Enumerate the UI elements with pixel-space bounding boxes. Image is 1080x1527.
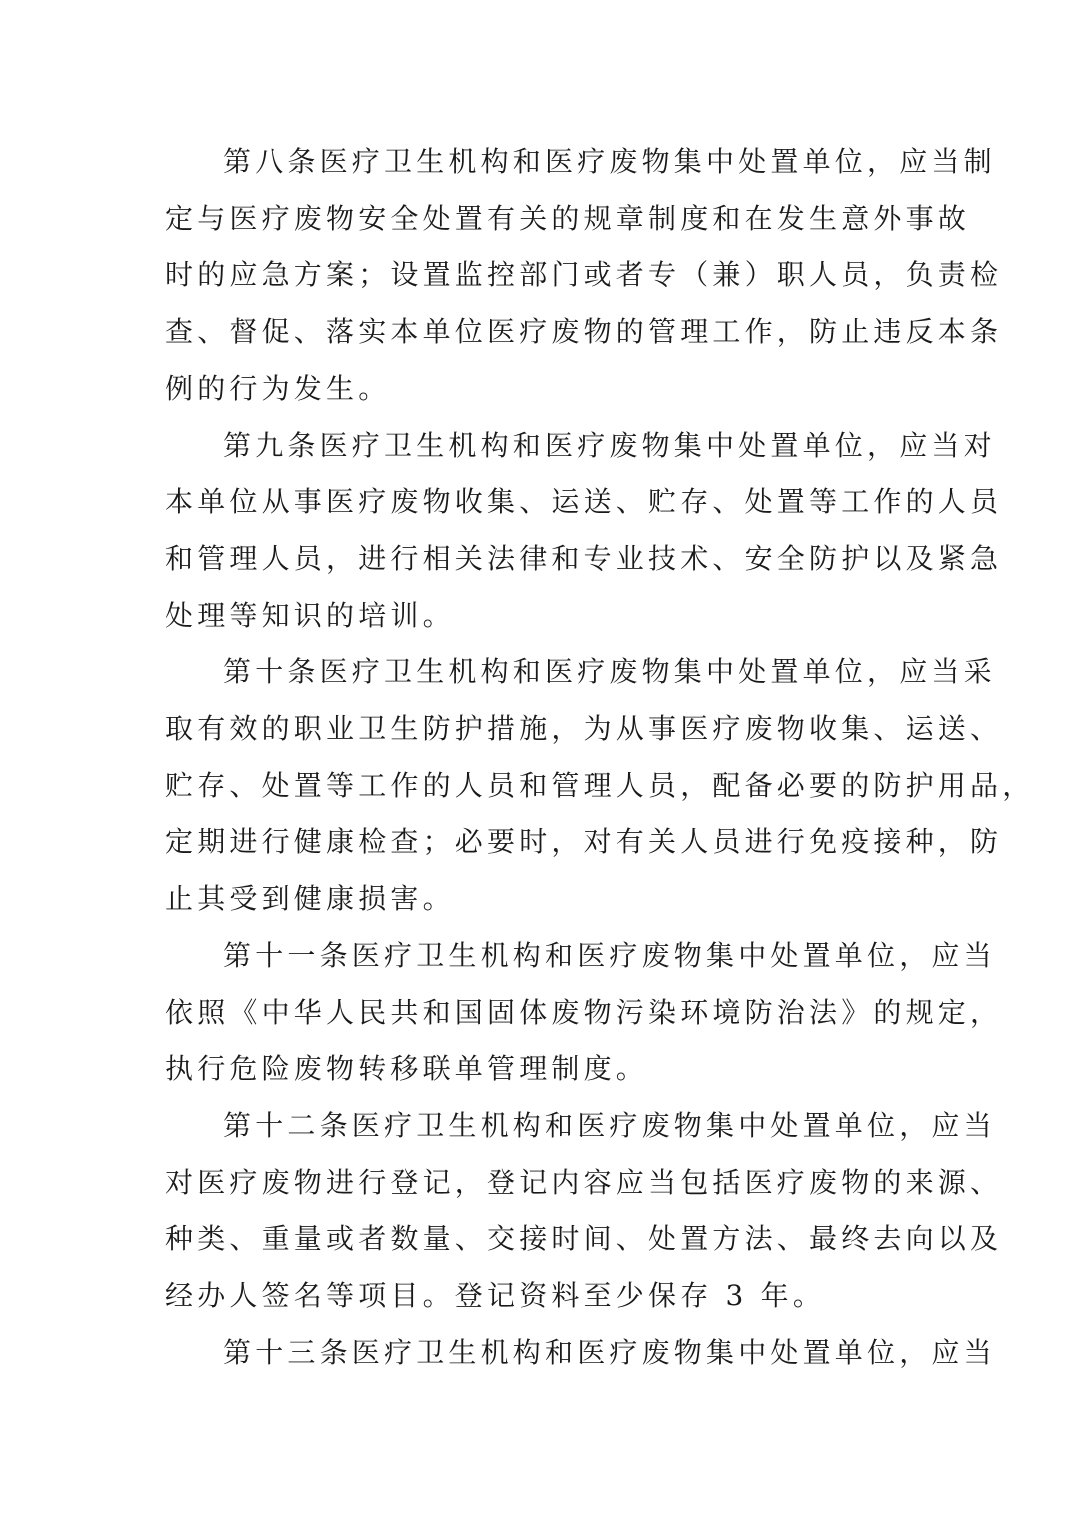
article-8-paragraph [165, 134, 1003, 418]
paragraph-line: 第十三条医疗卫生机构和医疗废物集中处置单位，应当 [223, 1335, 996, 1369]
paragraph-line: 查、督促、落实本单位医疗废物的管理工作，防止违反本条 [165, 315, 1003, 349]
paragraph-line: 处理等知识的培训。 [165, 598, 455, 632]
paragraph-line: 第十条医疗卫生机构和医疗废物集中处置单位，应当采 [223, 655, 996, 689]
paragraph-line: 经办人签名等项目。登记资料至少保存 3 年。 [165, 1279, 826, 1313]
article-13-paragraph [165, 1325, 996, 1382]
paragraph-line: 和管理人员，进行相关法律和专业技术、安全防护以及紧急 [165, 541, 1003, 575]
article-10-paragraph [165, 644, 1035, 928]
paragraph-line: 第十二条医疗卫生机构和医疗废物集中处置单位，应当 [223, 1108, 996, 1142]
paragraph-line: 例的行为发生。 [165, 371, 391, 405]
paragraph-line: 第八条医疗卫生机构和医疗废物集中处置单位，应当制 [223, 145, 996, 178]
paragraph-line: 对医疗废物进行登记，登记内容应当包括医疗废物的来源、 [165, 1165, 1003, 1199]
paragraph-line: 执行危险废物转移联单管理制度。 [165, 1052, 649, 1086]
paragraph-line: 贮存、处置等工作的人员和管理人员，配备必要的防护用品， [165, 768, 1035, 802]
paragraph-line: 定期进行健康检查；必要时，对有关人员进行免疫接种，防 [165, 825, 1003, 859]
paragraph-line: 第十一条医疗卫生机构和医疗废物集中处置单位，应当 [223, 938, 996, 972]
paragraph-line: 本单位从事医疗废物收集、运送、贮存、处置等工作的人员 [165, 485, 1003, 519]
paragraph-line: 止其受到健康损害。 [165, 882, 455, 916]
paragraph-line: 取有效的职业卫生防护措施，为从事医疗废物收集、运送、 [165, 712, 1003, 746]
article-9-paragraph [165, 418, 1003, 645]
paragraph-line: 种类、重量或者数量、交接时间、处置方法、最终去向以及 [165, 1222, 1003, 1256]
paragraph-line: 第九条医疗卫生机构和医疗废物集中处置单位，应当对 [223, 428, 996, 462]
paragraph-line: 时的应急方案；设置监控部门或者专（兼）职人员，负责检 [165, 258, 1003, 292]
document-body [165, 134, 1035, 1381]
article-11-paragraph [165, 928, 1003, 1098]
paragraph-line: 依照《中华人民共和国固体废物污染环境防治法》的规定， [165, 995, 1003, 1029]
article-12-paragraph [165, 1098, 1003, 1325]
paragraph-line: 定与医疗废物安全处置有关的规章制度和在发生意外事故 [165, 201, 971, 235]
